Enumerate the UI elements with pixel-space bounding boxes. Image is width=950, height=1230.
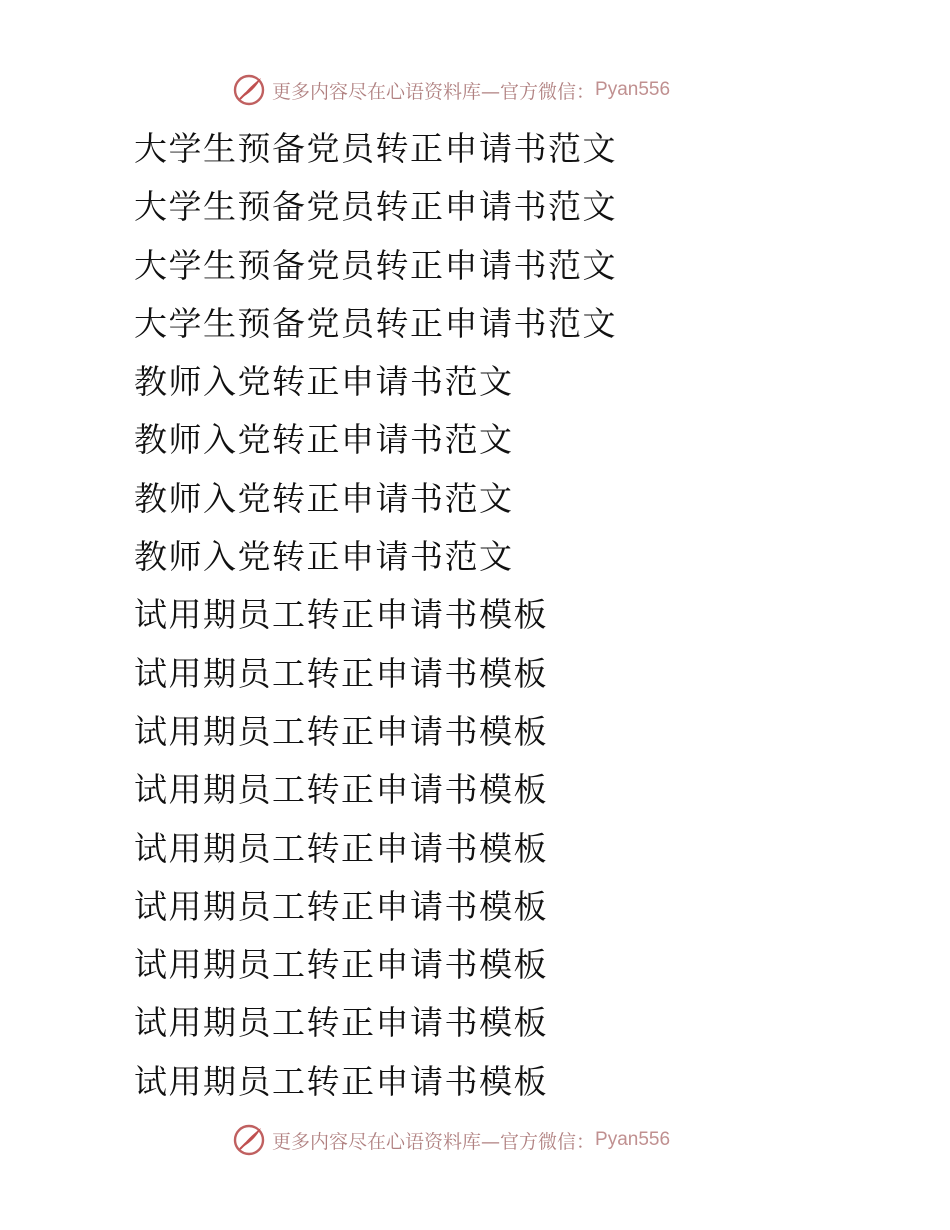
document-lines	[134, 120, 834, 1111]
banner-wechat-id: Pyan556	[595, 1129, 671, 1150]
document-line: 试用期员工转正申请书模板	[134, 711, 548, 751]
document-line: 大学生预备党员转正申请书范文	[134, 129, 617, 168]
document-line: 教师入党转正申请书范文	[134, 362, 514, 402]
document-line: 试用期员工转正申请书模板	[134, 1061, 548, 1101]
feather-seal-icon	[232, 73, 266, 107]
document-line: 试用期员工转正申请书模板	[134, 828, 548, 868]
document-line: 大学生预备党员转正申请书范文	[134, 245, 617, 285]
banner-text: 更多内容尽在心语资料库—官方微信：	[272, 1130, 596, 1153]
footer-banner	[232, 1122, 670, 1158]
document-line: 教师入党转正申请书范文	[134, 478, 514, 518]
feather-seal-icon	[232, 1123, 266, 1157]
document-line: 试用期员工转正申请书模板	[134, 945, 548, 985]
banner-wechat-id: Pyan556	[595, 79, 671, 100]
document-line: 试用期员工转正申请书模板	[134, 653, 548, 693]
document-line: 大学生预备党员转正申请书范文	[134, 303, 617, 343]
header-banner	[232, 72, 670, 108]
document-line: 试用期员工转正申请书模板	[134, 1003, 548, 1043]
document-line: 试用期员工转正申请书模板	[134, 886, 548, 926]
banner-text: 更多内容尽在心语资料库—官方微信：	[272, 80, 596, 103]
document-line: 教师入党转正申请书范文	[134, 420, 514, 460]
document-line: 大学生预备党员转正申请书范文	[134, 187, 617, 227]
document-line: 教师入党转正申请书范文	[134, 537, 514, 577]
document-line: 试用期员工转正申请书模板	[134, 595, 548, 635]
document-line: 试用期员工转正申请书模板	[134, 770, 548, 810]
